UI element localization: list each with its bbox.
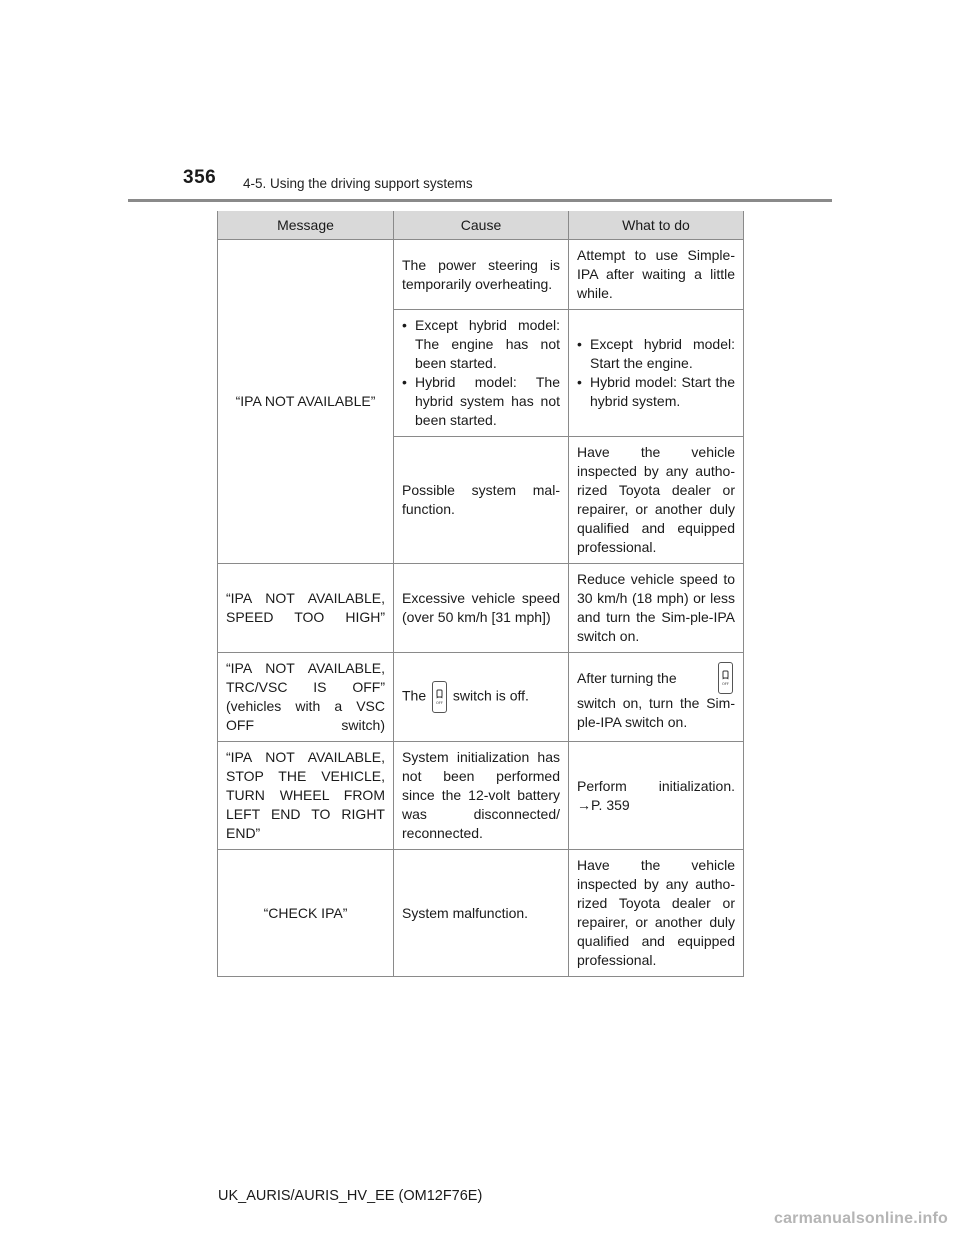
message-table — [217, 211, 744, 977]
svg-text:OFF: OFF — [722, 682, 729, 686]
action-cell: Attempt to use Simple-IPA after waiting a little while. — [569, 240, 744, 310]
cause-cell — [394, 653, 569, 742]
list-item: • Except hybrid model: Start the engine. — [577, 335, 735, 373]
cause-cell: Excessive vehicle speed (over 50 km/h [31 mph]) — [394, 564, 569, 653]
cause-prefix: The — [402, 687, 427, 704]
message-cell: “IPA NOT AVAILABLE, SPEED TOO HIGH” — [218, 564, 394, 653]
list-item: • Hybrid model: Start the hybrid system. — [577, 373, 735, 411]
cause-cell: Possible system mal-function. — [394, 437, 569, 564]
header-cause: Cause — [394, 211, 569, 240]
svg-text:OFF: OFF — [436, 701, 443, 705]
table-row — [218, 742, 744, 850]
section-title: 4-5. Using the driving support systems — [243, 176, 473, 191]
action-cell: Perform initialization. →P. 359 — [569, 742, 744, 850]
footer-code: UK_AURIS/AURIS_HV_EE (OM12F76E) — [218, 1188, 483, 1204]
table-header-row — [218, 211, 744, 240]
table-row — [218, 653, 744, 742]
table-row — [218, 240, 744, 310]
message-cell: “CHECK IPA” — [218, 850, 394, 977]
header-message: Message — [218, 211, 394, 240]
list-item: • Hybrid model: The hybrid system has not been started. — [402, 373, 560, 430]
action-prefix: After turning the — [577, 669, 677, 686]
message-cell: “IPA NOT AVAILABLE, STOP THE VEHICLE, TURN WHEEL FROM LEFT END TO RIGHT END” — [218, 742, 394, 850]
list-item: • Except hybrid model: The engine has not been started. — [402, 316, 560, 373]
action-cell — [569, 310, 744, 437]
cause-cell: System initialization has not been performed since the 12-volt battery was disconnected/ reconnected. — [394, 742, 569, 850]
vsc-off-switch-icon — [432, 681, 447, 713]
cause-cell: System malfunction. — [394, 850, 569, 977]
action-suffix: switch on, turn the Sim-ple-IPA switch on. — [577, 695, 735, 730]
action-cell: Have the vehicle inspected by any autho-rized Toyota dealer or repairer, or another duly qualified and equipped professional. — [569, 437, 744, 564]
table-row — [218, 850, 744, 977]
vsc-off-switch-icon — [718, 662, 733, 694]
cause-cell — [394, 310, 569, 437]
cause-cell: The power steering is temporarily overheating. — [394, 240, 569, 310]
message-cell: “IPA NOT AVAILABLE” — [218, 240, 394, 564]
watermark: carmanualsonline.info — [773, 1210, 948, 1227]
header-rule — [128, 199, 832, 202]
action-cell — [569, 653, 744, 742]
cause-suffix: switch is off. — [452, 687, 529, 704]
action-cell: Have the vehicle inspected by any autho-rized Toyota dealer or repairer, or another duly qualified and equipped professional. — [569, 850, 744, 977]
header-what-to-do: What to do — [569, 211, 744, 240]
table-row — [218, 564, 744, 653]
message-cell: “IPA NOT AVAILABLE, TRC/VSC IS OFF” (vehicles with a VSC OFF switch) — [218, 653, 394, 742]
action-cell: Reduce vehicle speed to 30 km/h (18 mph) or less and turn the Sim-ple-IPA switch on. — [569, 564, 744, 653]
page-number: 356 — [183, 167, 217, 188]
